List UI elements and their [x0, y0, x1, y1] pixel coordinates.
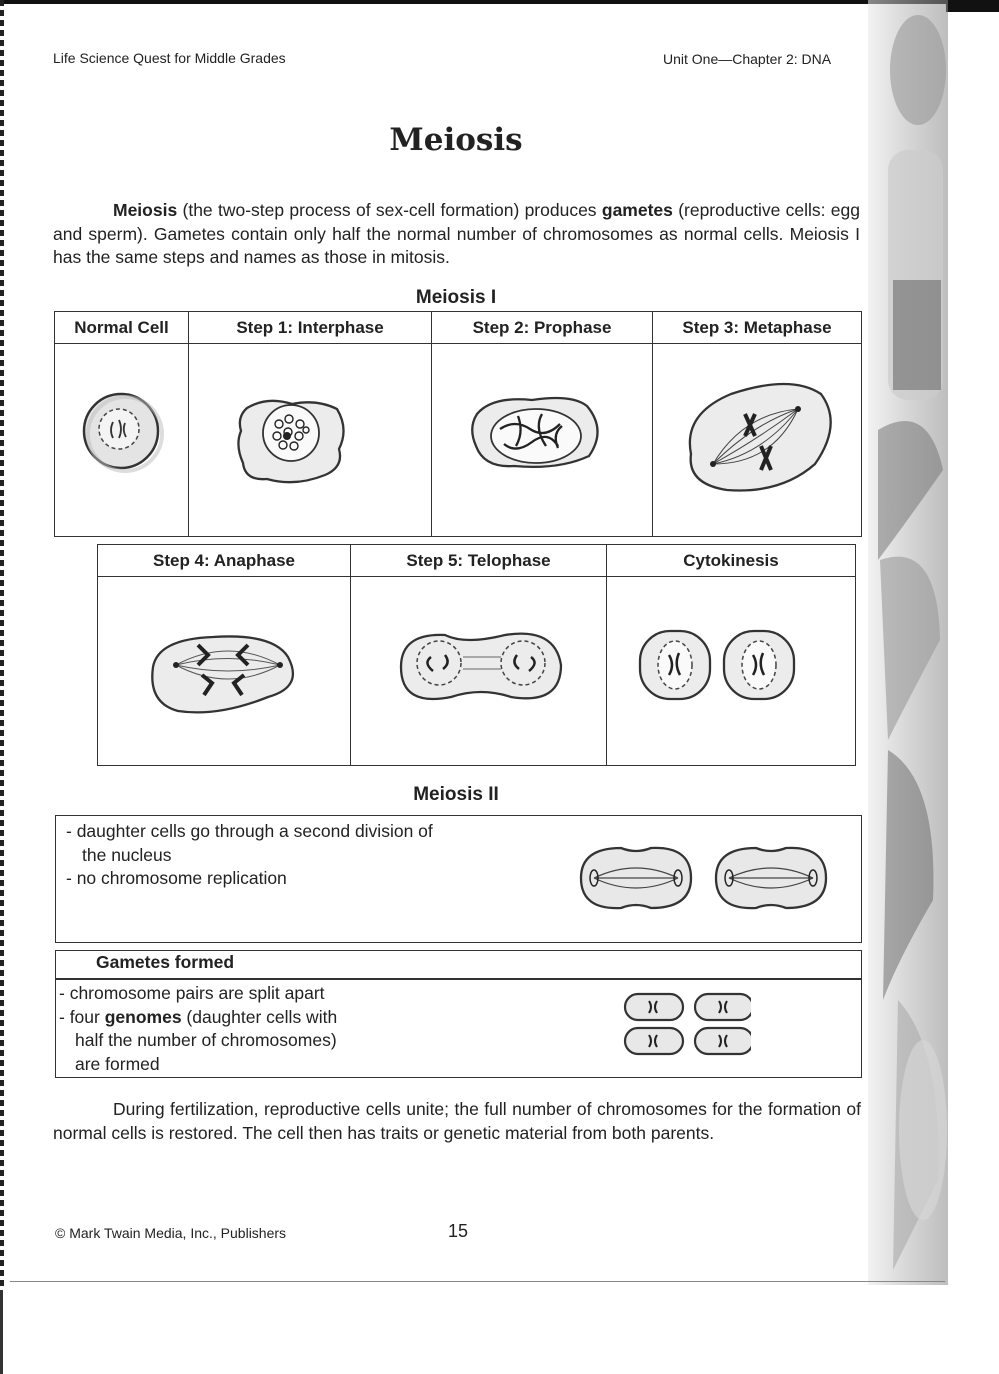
meiosis-1-table-row-1 — [54, 311, 862, 537]
header-chapter: Unit One—Chapter 2: DNA — [663, 51, 832, 67]
gametes-list — [59, 982, 337, 1076]
page-bottom-rule — [10, 1281, 945, 1282]
intro-text-1: (the two-step process of sex-cell formation) produces — [177, 200, 602, 220]
cell-normal-cell — [55, 344, 189, 537]
decorative-border-image — [868, 0, 948, 1285]
meiosis-2-illustration — [576, 840, 836, 920]
meiosis-1-heading: Meiosis I — [415, 287, 497, 308]
metaphase-illustration — [653, 344, 861, 536]
cell-metaphase — [653, 344, 862, 537]
cell-prophase — [432, 344, 653, 537]
telophase-illustration — [351, 577, 606, 765]
cell-cytokinesis — [607, 577, 856, 766]
gametes-divider — [56, 978, 861, 980]
meiosis-2-list — [66, 820, 433, 891]
cell-telophase — [351, 577, 607, 766]
intro-term-gametes: gametes — [601, 200, 673, 220]
prophase-illustration — [432, 344, 652, 536]
gametes-box — [55, 950, 862, 1078]
header-metaphase: Step 3: Metaphase — [653, 312, 862, 344]
normal-cell-illustration — [55, 344, 188, 536]
cell-anaphase — [98, 577, 351, 766]
gametes-term-genomes: genomes — [104, 1006, 182, 1027]
header-normal-cell: Normal Cell — [55, 312, 189, 344]
gametes-item-suffix: (daughter cells with — [181, 1006, 338, 1027]
intro-term-meiosis: Meiosis — [113, 200, 178, 220]
gametes-item: - chromosome pairs are split apart — [59, 983, 325, 1003]
gametes-item-prefix: - four — [59, 1006, 105, 1027]
meiosis-2-item: - daughter cells go through a second division of — [66, 821, 433, 841]
interphase-illustration — [189, 344, 431, 536]
header-prophase: Step 2: Prophase — [432, 312, 653, 344]
footer-copyright: © Mark Twain Media, Inc., Publishers — [55, 1225, 287, 1241]
anaphase-illustration — [98, 577, 350, 765]
gametes-item: half the number of chromosomes) — [75, 1030, 337, 1050]
scan-corner — [946, 0, 999, 12]
intro-text-2: (reproductive cells: egg and sperm). Gametes contain only half the normal number of chromosomes as normal cells. Meiosis I has the same steps and names as those in mitosis. — [53, 200, 860, 267]
scan-edge-left — [0, 0, 4, 1290]
page-title: Meiosis — [389, 122, 523, 158]
page-number: 15 — [448, 1221, 469, 1241]
header-telophase: Step 5: Telophase — [351, 545, 607, 577]
cell-interphase — [189, 344, 432, 537]
meiosis-2-heading: Meiosis II — [413, 784, 499, 805]
meiosis-2-item: - no chromosome replication — [66, 868, 287, 888]
meiosis-1-table-row-2 — [97, 544, 856, 766]
scan-edge-top — [0, 0, 999, 4]
intro-paragraph — [53, 199, 860, 270]
gametes-item — [59, 1006, 337, 1030]
cytokinesis-illustration — [607, 577, 855, 765]
gametes-illustration — [621, 991, 751, 1059]
meiosis-2-item: the nucleus — [82, 844, 172, 865]
meiosis-2-box — [55, 815, 862, 943]
header-anaphase: Step 4: Anaphase — [98, 545, 351, 577]
header-book-title: Life Science Quest for Middle Grades — [53, 50, 286, 66]
gametes-item: are formed — [75, 1053, 160, 1074]
scan-edge-left-lower — [0, 1290, 3, 1374]
header-interphase: Step 1: Interphase — [189, 312, 432, 344]
gametes-heading: Gametes formed — [96, 952, 235, 972]
header-cytokinesis: Cytokinesis — [607, 545, 856, 577]
outro-paragraph: During fertilization, reproductive cells unite; the full number of chromosomes for the formation of normal cells is restored. The cell then has traits or genetic material from both parents. — [53, 1099, 861, 1143]
